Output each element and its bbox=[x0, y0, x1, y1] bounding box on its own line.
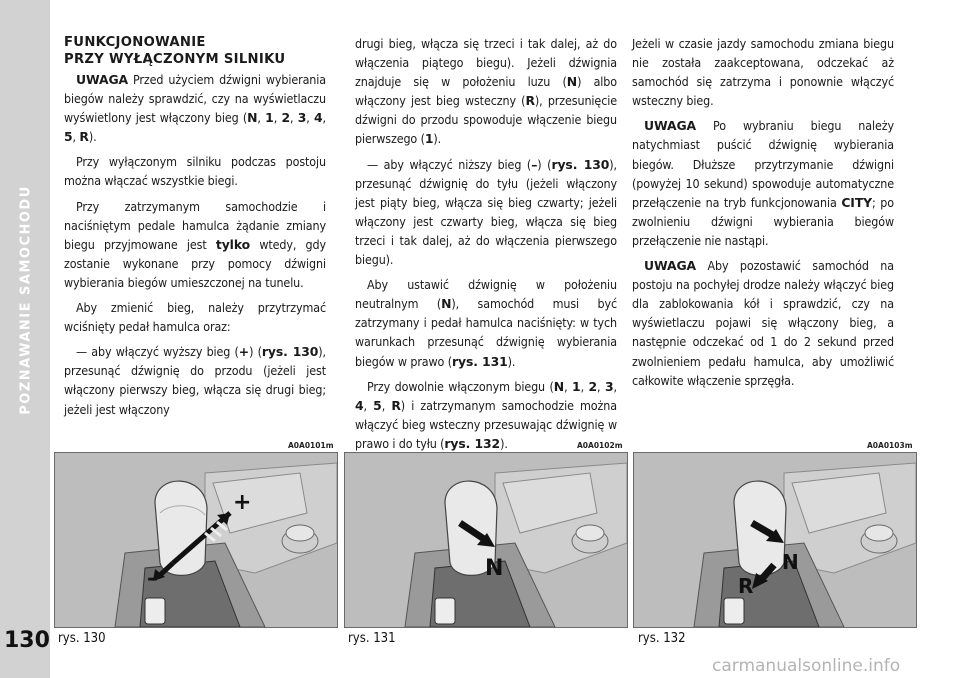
figure-gear-lever-neutral bbox=[344, 452, 628, 628]
paragraph: — aby włączyć niższy bieg (–) (rys. 130), przesunąć dźwignię do tyłu (jeżeli włączony jest piąty bieg, włącza się bieg czwarty; jeżeli włączony jest czwarty bieg, włącza się bieg trzeci i tak dalej, aż do włączenia pierwszego biegu). bbox=[355, 156, 617, 268]
heading-line-1: FUNKCJONOWANIE bbox=[64, 35, 206, 50]
figure-caption: rys. 131 bbox=[348, 631, 396, 646]
gear-lever-illustration bbox=[345, 453, 627, 627]
page-number: 130 bbox=[4, 628, 50, 653]
plus-label: + bbox=[233, 490, 252, 515]
warning-label: UWAGA bbox=[644, 118, 697, 134]
paragraph: Przy zatrzymanym samochodzie i naciśniętym pedale hamulca żądanie zmiany biegu przyjmowane jest tylko wtedy, gdy zostanie wykonane przy pomocy dźwigni wybierania biegów umieszczonej na tunelu. bbox=[64, 198, 326, 290]
neutral-label: N bbox=[782, 550, 799, 574]
figure-reference: rys. 130 bbox=[551, 156, 610, 172]
paragraph: Aby ustawić dźwignię w położeniu neutralnym (N), samochód musi być zatrzymany i pedał hamulca naciśnięty: w tych warunkach przesunąć dźwignię wybierania biegów w prawo (rys. 131). bbox=[355, 277, 617, 369]
figure-gear-lever-reverse bbox=[633, 452, 917, 628]
text-column-1 bbox=[64, 34, 326, 425]
figure-gear-lever-shift bbox=[54, 452, 338, 628]
figure-reference: rys. 130 bbox=[261, 344, 319, 360]
paragraph-warning-3: UWAGA Aby pozostawić samochód na postoju na pochyłej drodze należy włączyć bieg dla zablokowania kół i sprawdzić, czy na wyświetlaczu pojawi się włączony bieg, a następnie odczekać od 1 do 2 sekund przed zwolnieniem pedału hamulca, aby umożliwić całkowite włączenie sprzęgła. bbox=[632, 258, 894, 388]
neutral-label: N bbox=[485, 556, 504, 581]
warning-label: UWAGA bbox=[644, 258, 697, 274]
figure-reference: rys. 131 bbox=[451, 353, 508, 369]
warning-label: UWAGA bbox=[76, 72, 129, 87]
paragraph-warning-1: UWAGA Przed użyciem dźwigni wybierania biegów należy sprawdzić, czy na wyświetlaczu wyświetlony jest włączony bieg (N, 1, 2, 3, 4, 5, R). bbox=[64, 72, 326, 145]
paragraph: Przy dowolnie włączonym biegu (N, 1, 2, 3, 4, 5, R) i zatrzymanym samochodzie można włączyć bieg wsteczny przesuwając dźwignię w prawo i do tyłu (rys. 132). bbox=[355, 378, 617, 451]
paragraph: — aby włączyć wyższy bieg (+) (rys. 130), przesunąć dźwignię do przodu (jeżeli jest włączony pierwszy bieg, włącza się drugi bieg; jeżeli jest włączony bbox=[64, 344, 326, 417]
watermark: carmanualsonline.info bbox=[712, 656, 901, 676]
figure-caption: rys. 132 bbox=[638, 631, 686, 646]
gear-lever-illustration bbox=[634, 453, 916, 627]
paragraph: drugi bieg, włącza się trzeci i tak dalej, aż do włączenia piątego biegu). Jeżeli dźwignia znajduje się w położeniu luzu (N) albo włączony jest bieg wsteczny (R), przesunięcie dźwigni do przodu spowoduje włączenie biegu pierwszego (1). bbox=[355, 36, 617, 147]
sidebar bbox=[0, 0, 50, 678]
figure-code: A0A0103m bbox=[867, 441, 913, 450]
text-column-3 bbox=[632, 34, 894, 396]
paragraph: Jeżeli w czasie jazdy samochodu zmiana biegu nie została zaakceptowana, odczekać aż samochód się zatrzyma i ponownie włączyć wsteczny bieg. bbox=[632, 36, 894, 109]
paragraph: Aby zmienić bieg, należy przytrzymać wciśnięty pedał hamulca oraz: bbox=[64, 300, 326, 335]
figure-code: A0A0102m bbox=[577, 441, 623, 450]
gear-lever-illustration bbox=[55, 453, 337, 627]
figure-reference: rys. 132 bbox=[444, 435, 501, 451]
text-column-2 bbox=[355, 34, 617, 459]
figure-caption: rys. 130 bbox=[58, 631, 106, 646]
section-heading bbox=[64, 34, 326, 68]
figure-code: A0A0101m bbox=[288, 441, 334, 450]
paragraph-warning-2: UWAGA Po wybraniu biegu należy natychmiast puścić dźwignię wybierania biegów. Dłuższe przytrzymanie dźwigni (powyżej 10 sekund) spowoduje automatyczne przełączenie na tryb funkcjonowania CITY; po zwolnieniu dźwigni wybierania biegów przełączenie nie nastąpi. bbox=[632, 118, 894, 248]
minus-label: – bbox=[147, 566, 158, 591]
reverse-label: R bbox=[738, 574, 754, 598]
section-title: POZNAWANIE SAMOCHODU bbox=[18, 185, 34, 415]
heading-line-2: PRZY WYŁĄCZONYM SILNIKU bbox=[64, 52, 286, 67]
paragraph: Przy wyłączonym silniku podczas postoju można włączać wszystkie biegi. bbox=[64, 154, 326, 189]
